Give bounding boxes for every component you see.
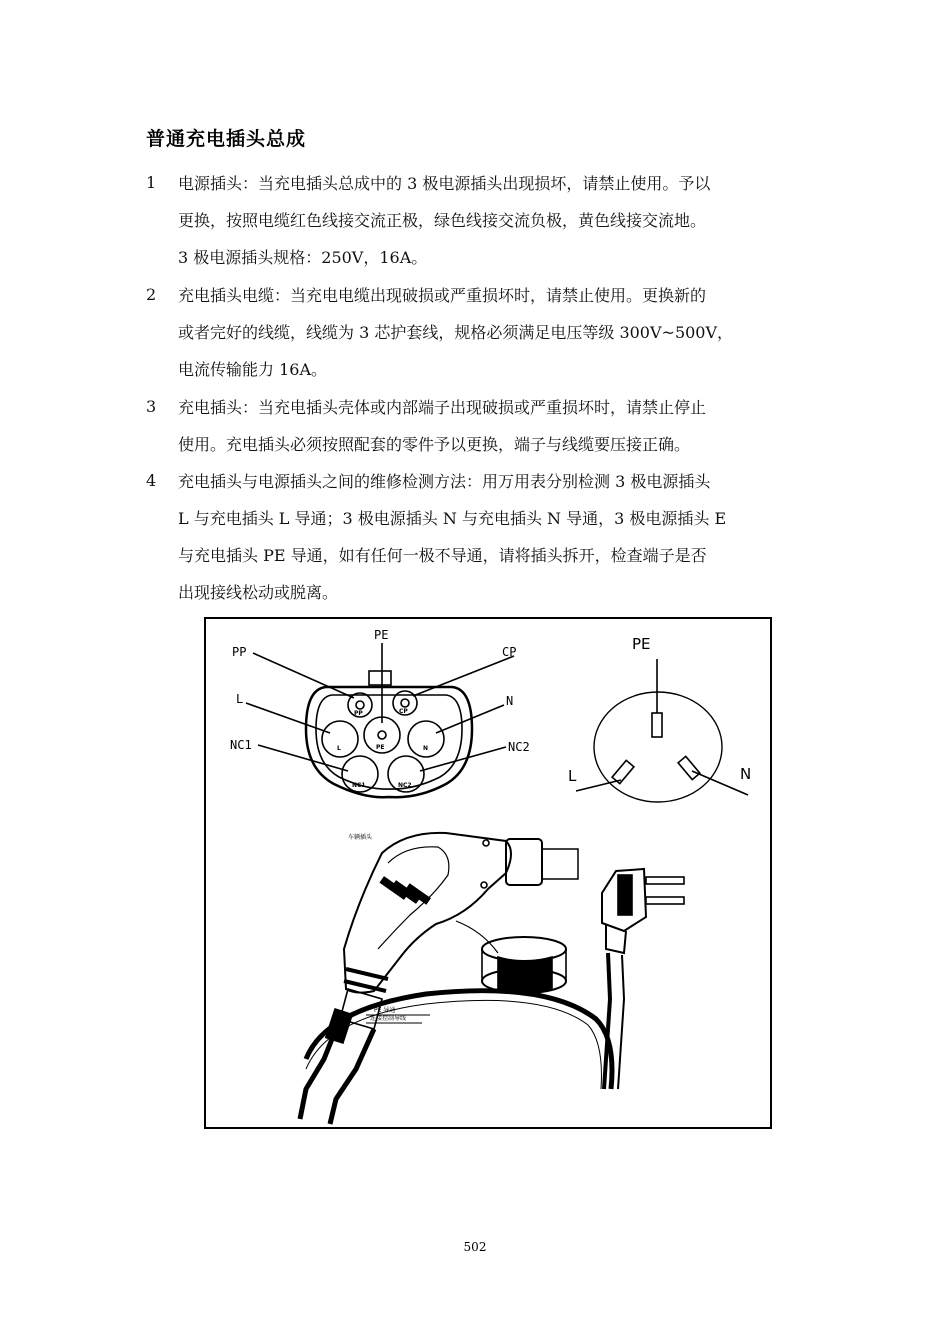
label-cp: CP: [502, 645, 517, 659]
mains-plug-prong-1: [646, 877, 684, 884]
section-title: 普通充电插头总成: [146, 128, 307, 150]
label-l: L: [236, 692, 244, 706]
plug-face-outline: [594, 692, 722, 802]
note-line-2: 连接控制导线: [370, 1015, 407, 1022]
connector-tip: [542, 849, 578, 879]
charging-plug-figure: [204, 617, 772, 1129]
item-line: 电流传输能力 16A。: [178, 360, 328, 379]
item-text: [178, 471, 828, 619]
charging-plug-diagram: [206, 619, 772, 1129]
plug-label-l: L: [568, 767, 577, 785]
pin-label-nc1: NC1: [352, 782, 366, 789]
item-line: 更换，按照电缆红色线接交流正极，绿色线接交流负极，黄色线接交流地。: [178, 211, 707, 230]
plug-label-n: N: [740, 765, 752, 783]
pin-label-nc2: NC2: [398, 782, 412, 789]
item-line: L 与充电插头 L 导通；3 极电源插头 N 与充电插头 N 导通，3 极电源插头 E: [178, 509, 727, 528]
item-number: 1: [146, 173, 157, 192]
item-line: 3 极电源插头规格：250V，16A。: [178, 248, 428, 267]
item-text: [178, 173, 828, 284]
connector-key-tab: [369, 671, 391, 685]
handle-markings: [379, 876, 431, 905]
item-line: 充电插头：当充电插头壳体或内部端子出现破损或严重损坏时，请禁止停止: [178, 398, 707, 417]
plug-pin-pe: [652, 713, 662, 737]
plug-pin-n: [678, 756, 700, 779]
note-line-1: PE 导通: [374, 1007, 396, 1014]
item-number: 2: [146, 285, 157, 304]
mains-plug-prong-2: [646, 897, 684, 904]
pin-label-pe: PE: [376, 744, 385, 751]
item-number: 4: [146, 471, 157, 490]
item-line: 出现接线松动或脱离。: [178, 583, 339, 602]
pin-label-l: L: [337, 745, 341, 752]
pin-label-cp: CP: [399, 708, 408, 715]
page-number: 502: [463, 1240, 487, 1254]
pin-label-pp: PP: [354, 710, 363, 717]
item-line: 或者完好的线缆，线缆为 3 芯护套线，规格必须满足电压等级 300V~500V，: [178, 323, 734, 342]
plug-pin-l: [612, 760, 634, 783]
item-line: 与充电插头 PE 导通，如有任何一极不导通，请将插头拆开，检查端子是否: [178, 546, 707, 565]
connector-nose: [506, 839, 542, 885]
label-n: N: [506, 694, 514, 708]
item-text: [178, 285, 828, 396]
label-pe: PE: [374, 628, 389, 642]
item-line: 电源插头：当充电插头总成中的 3 极电源插头出现损坏，请禁止使用。予以: [178, 174, 711, 193]
vehicle-plug-caption: 车辆插头: [348, 834, 373, 841]
label-pp: PP: [232, 645, 247, 659]
item-line: 使用。充电插头必须按照配套的零件予以更换，端子与线缆要压接正确。: [178, 435, 691, 454]
item-text: [178, 397, 828, 471]
pin-label-n: N: [423, 745, 429, 752]
label-nc2: NC2: [508, 740, 530, 754]
plug-label-pe: PE: [632, 635, 651, 653]
item-line: 充电插头与电源插头之间的维修检测方法：用万用表分别检测 3 极电源插头: [178, 472, 711, 491]
item-line: 充电插头电缆：当充电电缆出现破损或严重损坏时，请禁止使用。更换新的: [178, 286, 707, 305]
label-nc1: NC1: [230, 738, 252, 752]
item-number: 3: [146, 397, 157, 416]
connector-face-inner: [316, 695, 462, 789]
mains-cable: [604, 953, 610, 1089]
handle-body: [344, 833, 511, 993]
